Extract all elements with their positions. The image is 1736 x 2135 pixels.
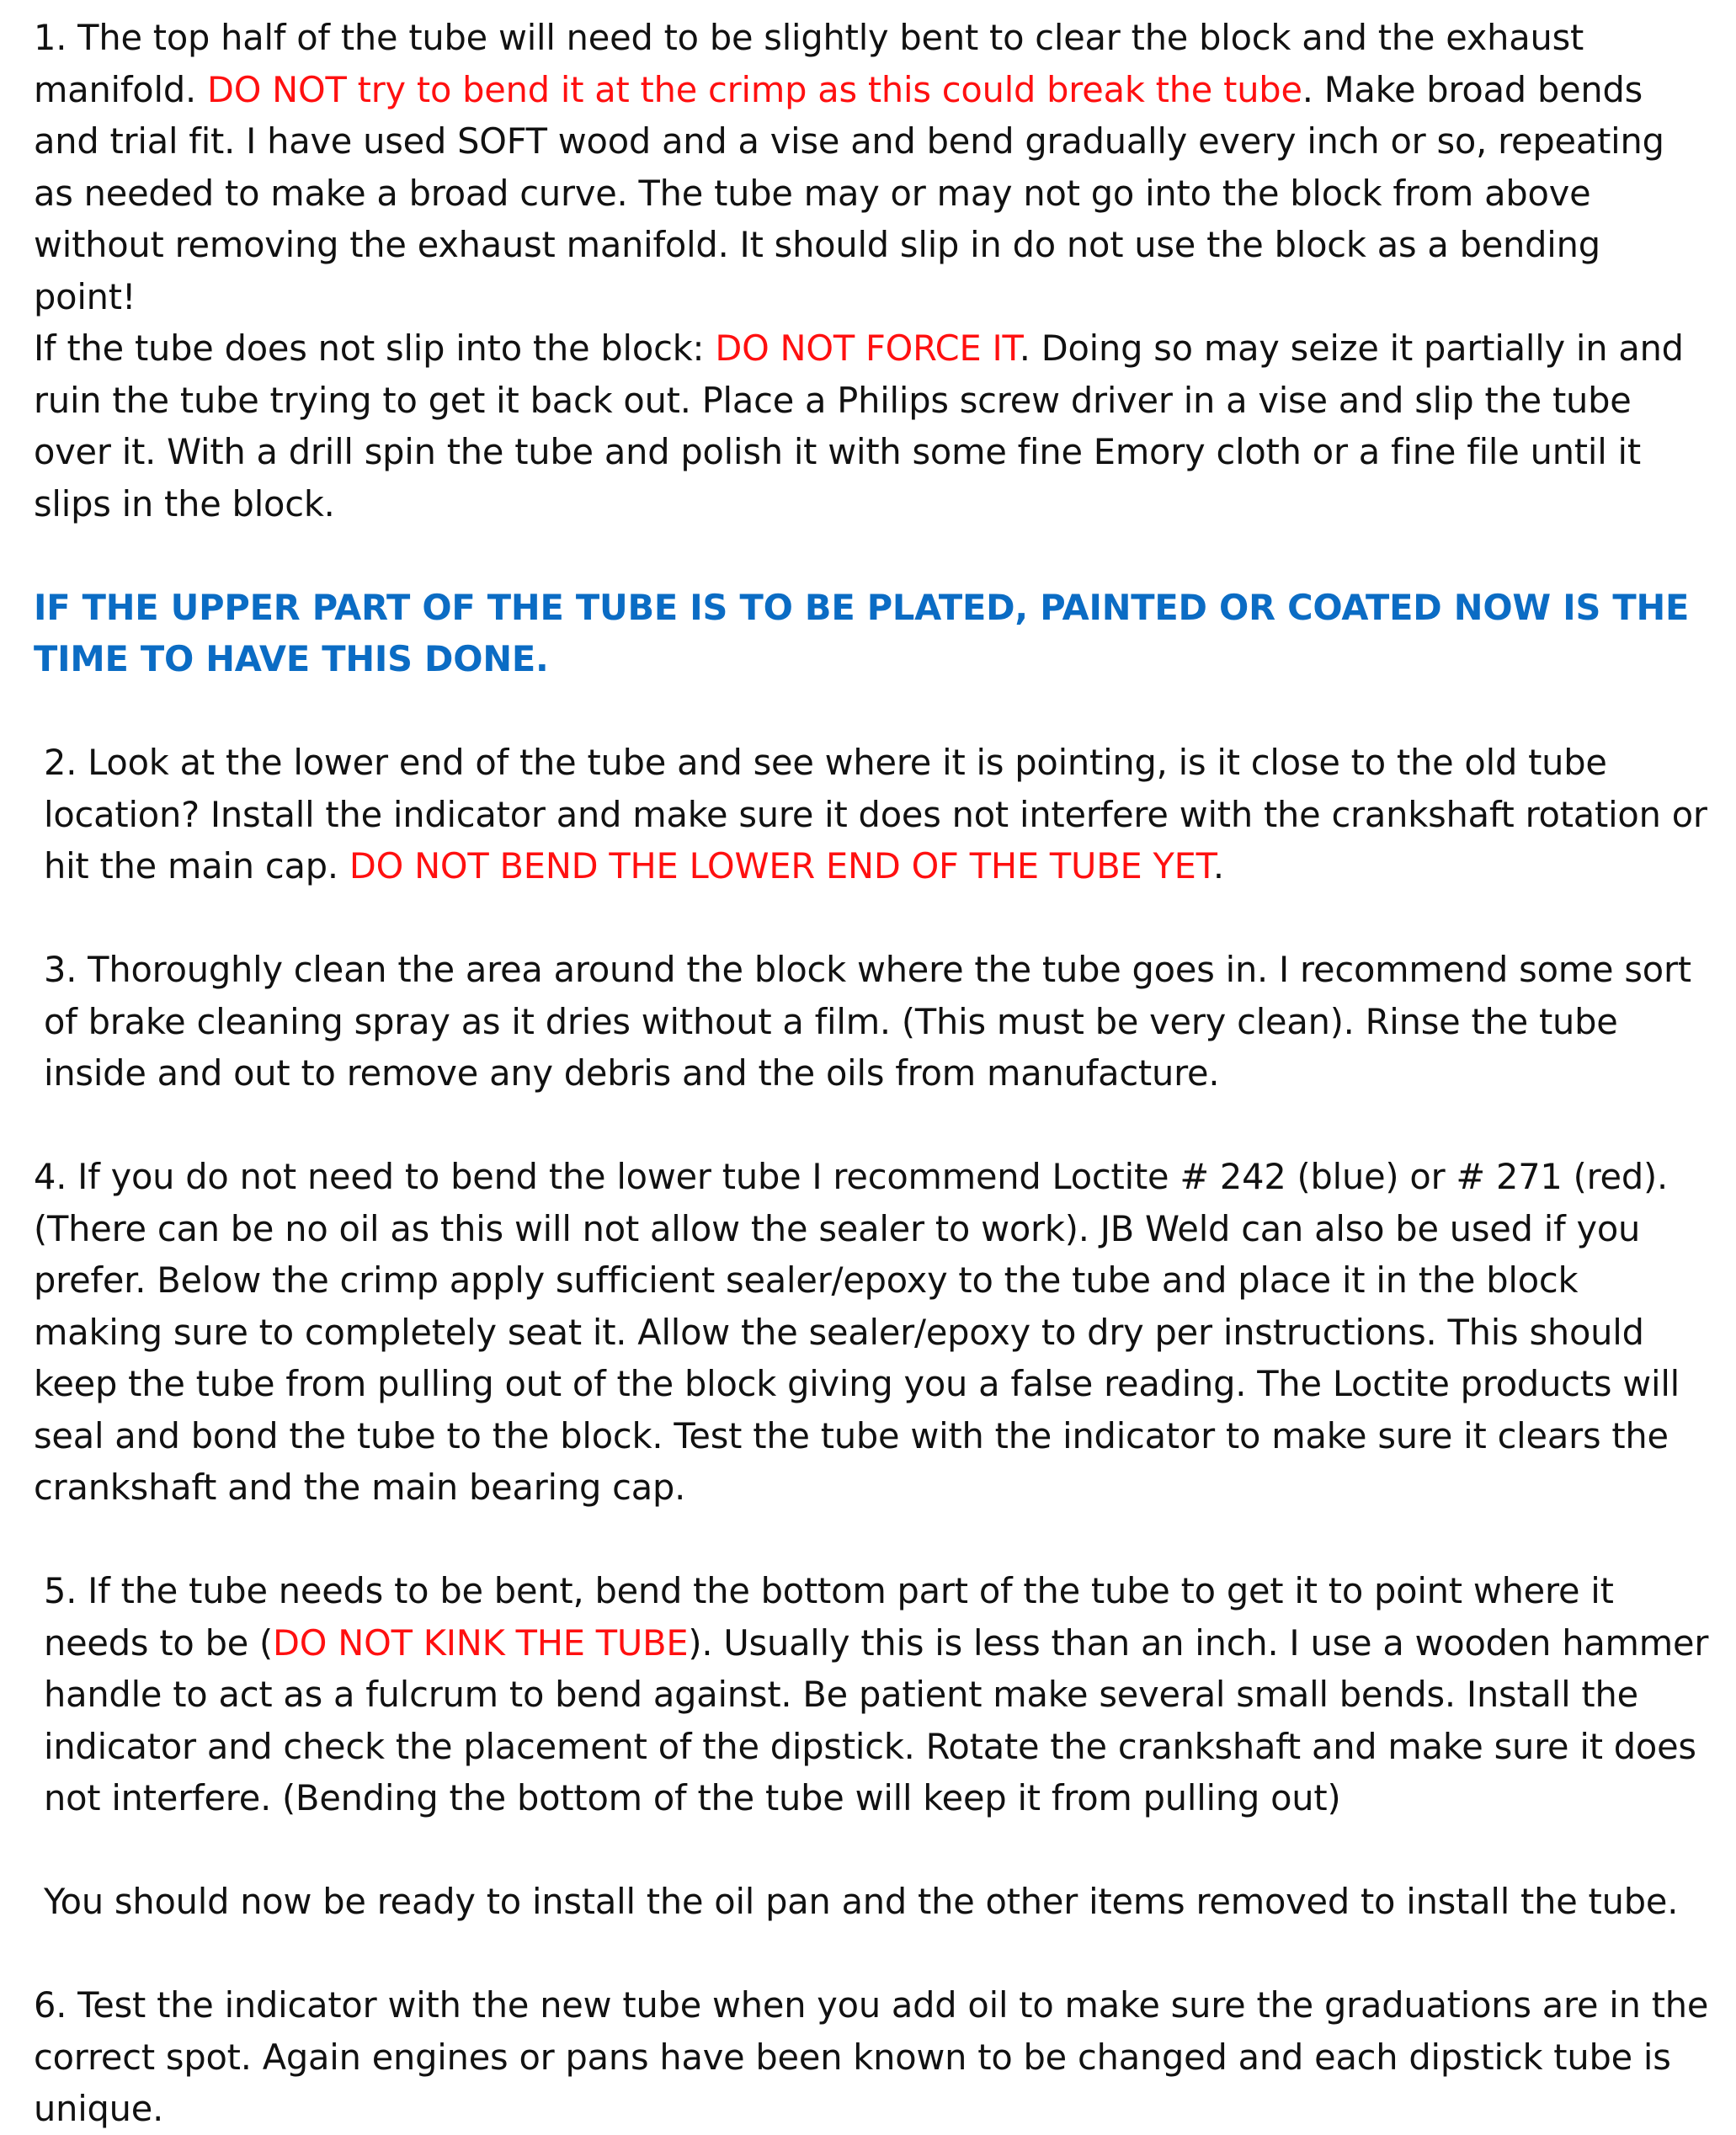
step-2-paragraph: 2. Look at the lower end of the tube and see where it is pointing, is it close to the old tube location? Install the indicator and make sure it does not interfere with the crankshaft rotation or hit the main cap. DO NOT BEND THE LOWER END OF THE TUBE YET. [44,742,1707,886]
step-4-paragraph: 4. If you do not need to bend the lower tube I recommend Loctite # 242 (blue) or # 271 (red). (There can be no oil as this will not allow the sealer to work). JB Weld can also be used if you prefer. Below the crimp apply sufficient sealer/epoxy to the tube and place it in the block making sure to completely seat it. Allow the sealer/epoxy to dry per instructions. This should keep the tube from pulling out of the block giving you a false reading. The Loctite products will seal and bond the tube to the block. Test the tube with the indicator to make sure it clears the crankshaft and the main bearing cap. [34,1156,1680,1508]
step-6-paragraph: 6. Test the indicator with the new tube when you add oil to make sure the graduations are in the correct spot. Again engines or pans have been known to be changed and each dipstick tube is unique. [34,1984,1709,2129]
document-page [34,12,1709,2135]
warning-kink: DO NOT KINK THE TUBE [273,1621,689,1664]
ready-paragraph: You should now be ready to install the oil pan and the other items removed to install the tube. [44,1881,1679,1922]
warning-force: DO NOT FORCE IT [715,327,1020,369]
step-5-paragraph: 5. If the tube needs to be bent, bend the bottom part of the tube to get it to point where it needs to be (DO NOT KINK THE TUBE). Usually this is less than an inch. I use a wooden hammer handle to act as a fulcrum to bend against. Be patient make several small bends. Install the indicator and check the placement of the dipstick. Rotate the crankshaft and make sure it does not interfere. (Bending the bottom of the tube will keep it from pulling out) [44,1570,1709,1818]
step-3-paragraph: 3. Thoroughly clean the area around the block where the tube goes in. I recommend some sort of brake cleaning spray as it dries without a film. (This must be very clean). Rinse the tube inside and out to remove any debris and the oils from manufacture. [44,949,1691,1094]
plating-notice: IF THE UPPER PART OF THE TUBE IS TO BE PLATED, PAINTED OR COATED NOW IS THE TIME TO HAVE THIS DONE. [34,586,1690,679]
warning-lower-end: DO NOT BEND THE LOWER END OF THE TUBE YET [349,845,1213,886]
warning-crimp: DO NOT try to bend it at the crimp as this could break the tube [206,68,1302,110]
step-1-continued-paragraph: If the tube does not slip into the block: DO NOT FORCE IT. Doing so may seize it partially in and ruin the tube trying to get it back out. Place a Philips screw driver in a vise and slip the tube over it. With a drill spin the tube and polish it with some fine Emory cloth or a fine file until it slips in the block. [34,327,1684,524]
step-1-paragraph: 1. The top half of the tube will need to be slightly bent to clear the block and the exhaust manifold. DO NOT try to bend it at the crimp as this could break the tube. Make broad bends and trial fit. I have used SOFT wood and a vise and bend gradually every inch or so, repeating as needed to make a broad curve. The tube may or may not go into the block from above without removing the exhaust manifold. It should slip in do not use the block as a bending point! [34,17,1664,317]
